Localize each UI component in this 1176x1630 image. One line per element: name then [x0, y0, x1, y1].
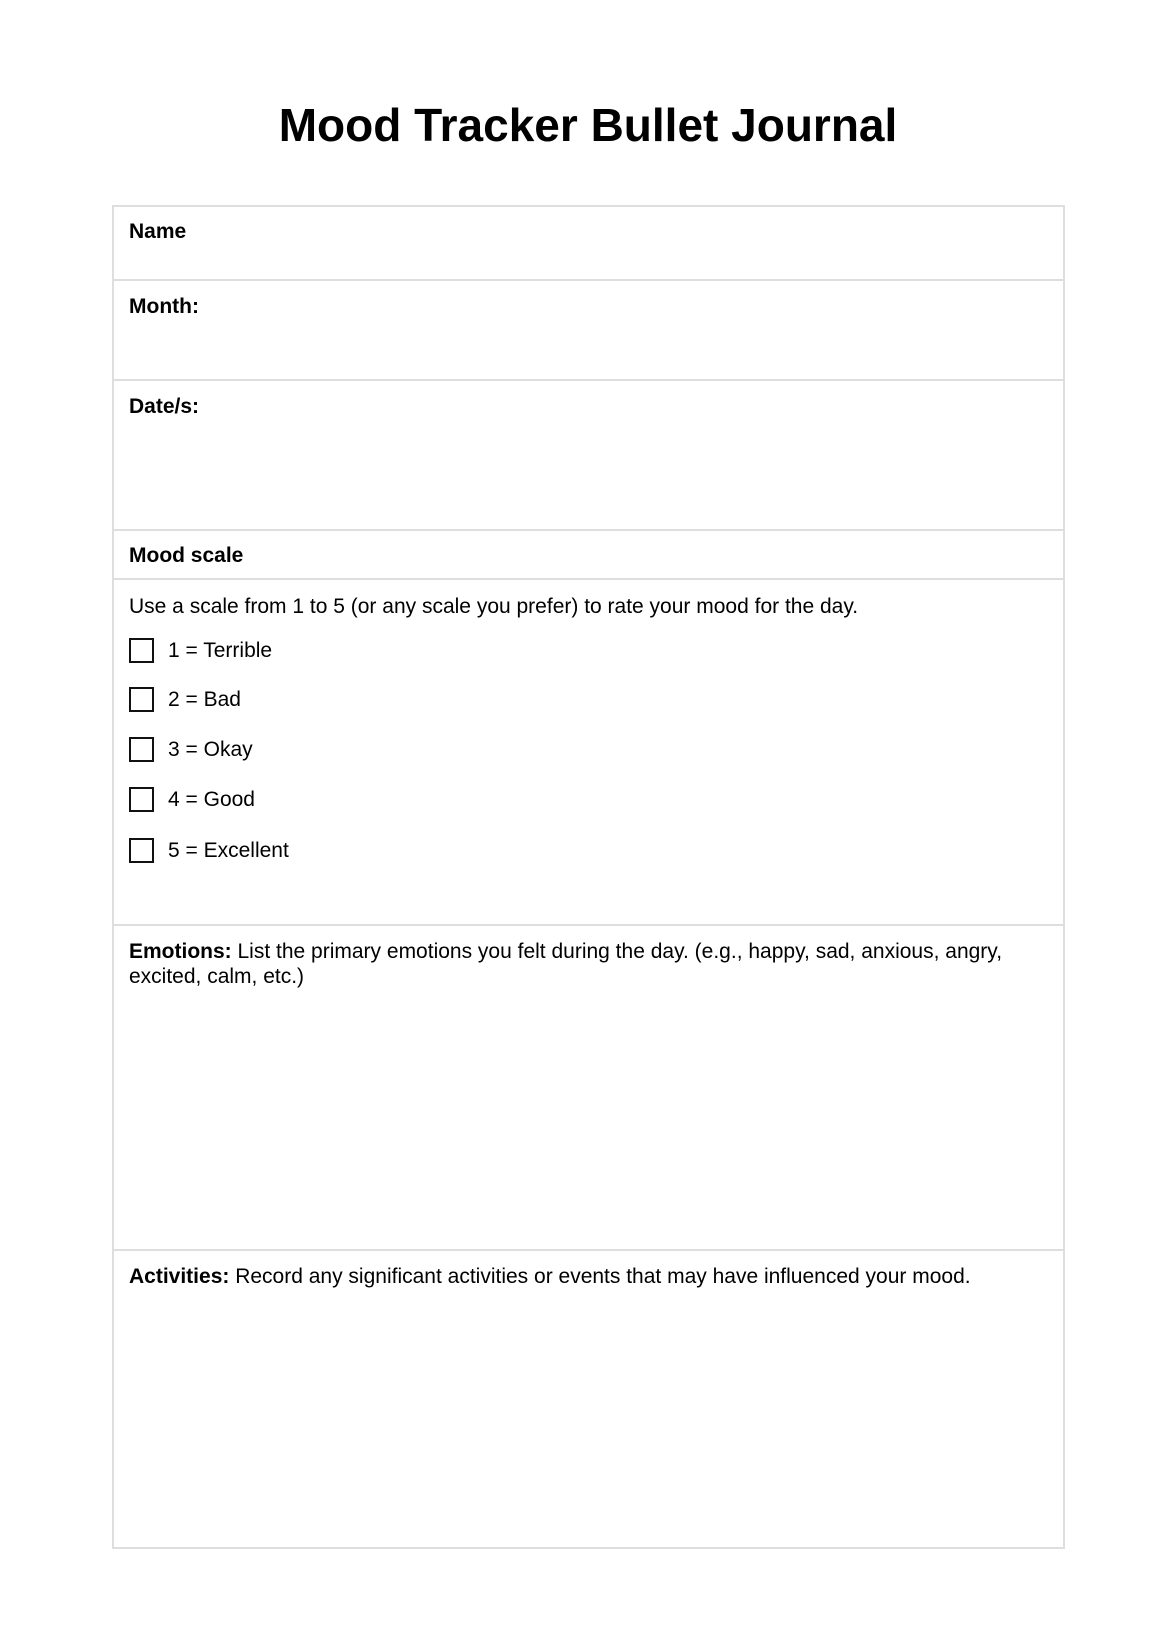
mood-option-3[interactable] [129, 736, 253, 763]
emotions-description: List the primary emotions you felt during the day. (e.g., happy, sad, anxious, angry, excited, calm, etc.) [129, 940, 1003, 988]
emotions-heading: Emotions: [129, 940, 232, 963]
dates-field[interactable] [114, 381, 1063, 531]
mood-scale-section [114, 580, 1063, 926]
mood-option-4[interactable] [129, 786, 255, 813]
mood-scale-header [114, 531, 1063, 580]
emotions-text [129, 939, 1043, 989]
activities-heading: Activities: [129, 1265, 230, 1288]
name-label: Name [129, 220, 187, 243]
page-title: Mood Tracker Bullet Journal [278, 99, 898, 151]
option-label: 3 = Okay [168, 737, 253, 761]
month-label: Month: [129, 295, 199, 318]
mood-option-5[interactable] [129, 837, 289, 864]
name-field[interactable] [114, 207, 1063, 281]
journal-form [112, 205, 1065, 1549]
option-label: 2 = Bad [168, 687, 241, 711]
month-field[interactable] [114, 281, 1063, 381]
checkbox[interactable] [129, 787, 154, 812]
activities-description: Record any significant activities or events that may have influenced your mood. [229, 1265, 971, 1288]
mood-option-1[interactable] [129, 637, 272, 664]
option-label: 4 = Good [168, 787, 255, 811]
dates-label: Date/s: [129, 395, 200, 418]
activities-section[interactable] [114, 1251, 1063, 1547]
mood-option-2[interactable] [129, 686, 241, 713]
mood-scale-instruction: Use a scale from 1 to 5 (or any scale you prefer) to rate your mood for the day. [129, 595, 859, 618]
checkbox[interactable] [129, 838, 154, 863]
option-label: 1 = Terrible [168, 638, 273, 662]
option-label: 5 = Excellent [168, 838, 289, 862]
mood-scale-heading: Mood scale [129, 544, 244, 567]
checkbox[interactable] [129, 687, 154, 712]
checkbox[interactable] [129, 737, 154, 762]
activities-text [129, 1264, 1043, 1289]
emotions-section[interactable] [114, 926, 1063, 1251]
checkbox[interactable] [129, 638, 154, 663]
